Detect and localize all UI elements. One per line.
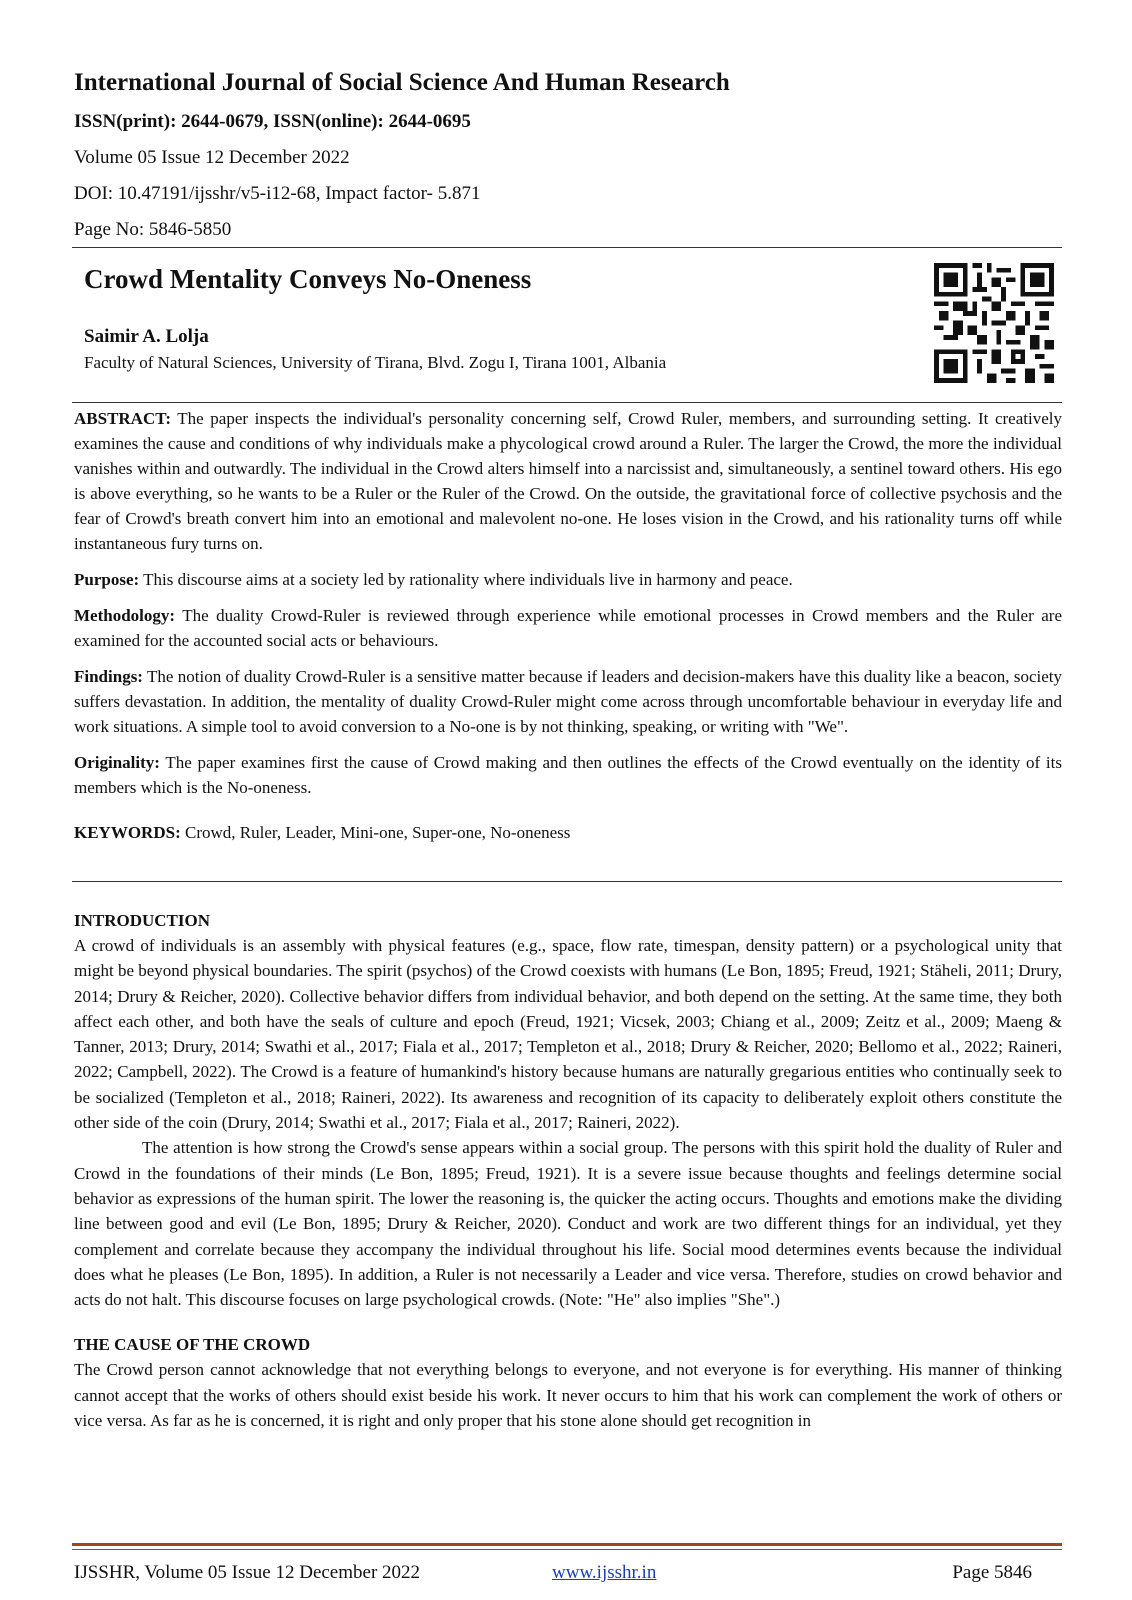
footer-page-number: Page 5846	[952, 1562, 1032, 1583]
purpose-label: Purpose:	[74, 570, 140, 589]
purpose-paragraph	[74, 567, 1062, 592]
introduction-paragraph-1: A crowd of individuals is an assembly with physical features (e.g., space, flow rate, timespan, density pattern) or a psychological unity that might be beyond physical boundaries. The spirit (psychos) of the Crowd coexists with humans (Le Bon, 1895; Freud, 1921; Stäheli, 2011; Drury, 2014; Drury & Reicher, 2020). Collective behavior differs from individual behavior, and both depend on the setting. At the same time, they both affect each other, and both have the seals of culture and epoch (Freud, 1921; Vicsek, 2003; Chiang et al., 2009; Zeitz et al., 2009; Maeng & Tanner, 2013; Drury, 2014; Swathi et al., 2017; Fiala et al., 2017; Templeton et al., 2018; Drury & Reicher, 2020; Bellomo et al., 2022; Raineri, 2022; Campbell, 2022). The Crowd is a feature of humankind's history because humans are naturally gregarious entities who continually seek to be socialized (Templeton et al., 2018; Raineri, 2022). Its awareness and recognition of its capacity to deliberately exploit others constitute the other side of the coin (Drury, 2014; Swathi et al., 2017; Fiala et al., 2017; Raineri, 2022).	[74, 936, 1062, 1133]
purpose-text: This discourse aims at a society led by rationality where individuals live in harmony and peace.	[143, 570, 793, 589]
abstract-paragraph	[74, 406, 1062, 556]
keywords-text: Crowd, Ruler, Leader, Mini-one, Super-one, No-oneness	[184, 823, 571, 842]
author-affiliation: Faculty of Natural Sciences, University of Tirana, Blvd. Zogu I, Tirana 1001, Albania	[84, 353, 667, 372]
body-text	[74, 908, 1062, 1433]
page-footer	[74, 1560, 1062, 1586]
originality-paragraph	[74, 750, 1062, 800]
methodology-paragraph	[74, 603, 1062, 653]
abstract-divider	[72, 402, 1062, 403]
abstract-block	[74, 406, 1062, 856]
footer-journal-issue: IJSSHR, Volume 05 Issue 12 December 2022	[74, 1562, 421, 1583]
originality-text: The paper examines first the cause of Crowd making and then outlines the effects of the Crowd eventually on the identity of its members which is the No-oneness.	[74, 753, 1062, 797]
author-name: Saimir A. Lolja	[84, 326, 209, 347]
cause-heading: THE CAUSE OF THE CROWD	[74, 1335, 311, 1355]
journal-title: International Journal of Social Science And Human Research	[74, 69, 730, 96]
volume-line: Volume 05 Issue 12 December 2022	[74, 147, 350, 168]
paper-title: Crowd Mentality Conveys No-Oneness	[84, 264, 532, 294]
page-range-line: Page No: 5846-5850	[74, 219, 232, 240]
findings-label: Findings:	[74, 667, 143, 686]
findings-text: The notion of duality Crowd-Ruler is a sensitive matter because if leaders and decision-makers have this duality like a beacon, society suffers devastation. In addition, the mentality of duality Crowd-Ruler might come across through uncomfortable behaviour in everyday life and work situations. A simple tool to avoid conversion to a No-one is by not thinking, speaking, or writing with "We".	[74, 667, 1063, 736]
qr-code-icon	[934, 263, 1054, 383]
abstract-label: ABSTRACT:	[74, 409, 171, 428]
header-divider	[72, 247, 1062, 248]
cause-paragraph-1: The Crowd person cannot acknowledge that not everything belongs to everyone, and not everyone is for everything. His manner of thinking cannot accept that the works of others should exist beside his work. It never occurs to him that his work can complement the work of others or vice versa. As far as he is concerned, it is right and only proper that his stone alone should get recognition in	[74, 1360, 1062, 1431]
issn-line: ISSN(print): 2644-0679, ISSN(online): 2644-0695	[74, 111, 471, 132]
keywords-divider	[72, 881, 1062, 882]
introduction-paragraph-2: The attention is how strong the Crowd's sense appears within a social group. The persons with this spirit hold the duality of Ruler and Crowd in the foundations of their minds (Le Bon, 1895; Freud, 1921). It is a severe issue because thoughts and feelings determine social behavior as expressions of the human spirit. The lower the reasoning is, the quicker the acting occurs. Thoughts and emotions make the dividing line between good and evil (Le Bon, 1895; Drury & Reicher, 2020). Conduct and work are two different things for an individual, yet they complement and correlate because they accompany the individual throughout his life. Social mood determines events because the individual does what he pleases (Le Bon, 1895). In addition, a Ruler is not necessarily a Leader and vice versa. Therefore, studies on crowd behavior and acts do not halt. This discourse focuses on large psychological crowds. (Note: "He" also implies "She".)	[74, 1138, 1062, 1310]
methodology-label: Methodology:	[74, 606, 176, 625]
journal-header	[74, 66, 1064, 242]
keywords-label: KEYWORDS:	[74, 823, 181, 842]
footer-website-link[interactable]: www.ijsshr.in	[552, 1562, 657, 1583]
findings-paragraph	[74, 664, 1062, 739]
abstract-text: The paper inspects the individual's personality concerning self, Crowd Ruler, members, and surrounding setting. It creatively examines the cause and conditions of why individuals make a phycological crowd around a Ruler. The larger the Crowd, the more the individual vanishes within and outwardly. The individual in the Crowd alters himself into a narcissist and, simultaneously, a sentinel toward others. His ego is above everything, so he wants to be a Ruler or the Ruler of the Crowd. On the outside, the gravitational force of collective psychosis and the fear of Crowd's breath convert him into an emotional and malevolent no-one. He loses vision in the Crowd, and his rationality turns off while instantaneous fury turns on.	[74, 409, 1062, 553]
footer-rule-thin	[72, 1549, 1062, 1550]
footer-rule-thick	[72, 1543, 1062, 1546]
methodology-text: The duality Crowd-Ruler is reviewed through experience while emotional processes in Crowd members and the Ruler are examined for the accounted social acts or behaviours.	[74, 606, 1062, 650]
originality-label: Originality:	[74, 753, 160, 772]
doi-line: DOI: 10.47191/ijsshr/v5-i12-68, Impact factor- 5.871	[74, 183, 481, 204]
introduction-heading: INTRODUCTION	[74, 911, 211, 930]
keywords-paragraph	[74, 820, 1062, 845]
